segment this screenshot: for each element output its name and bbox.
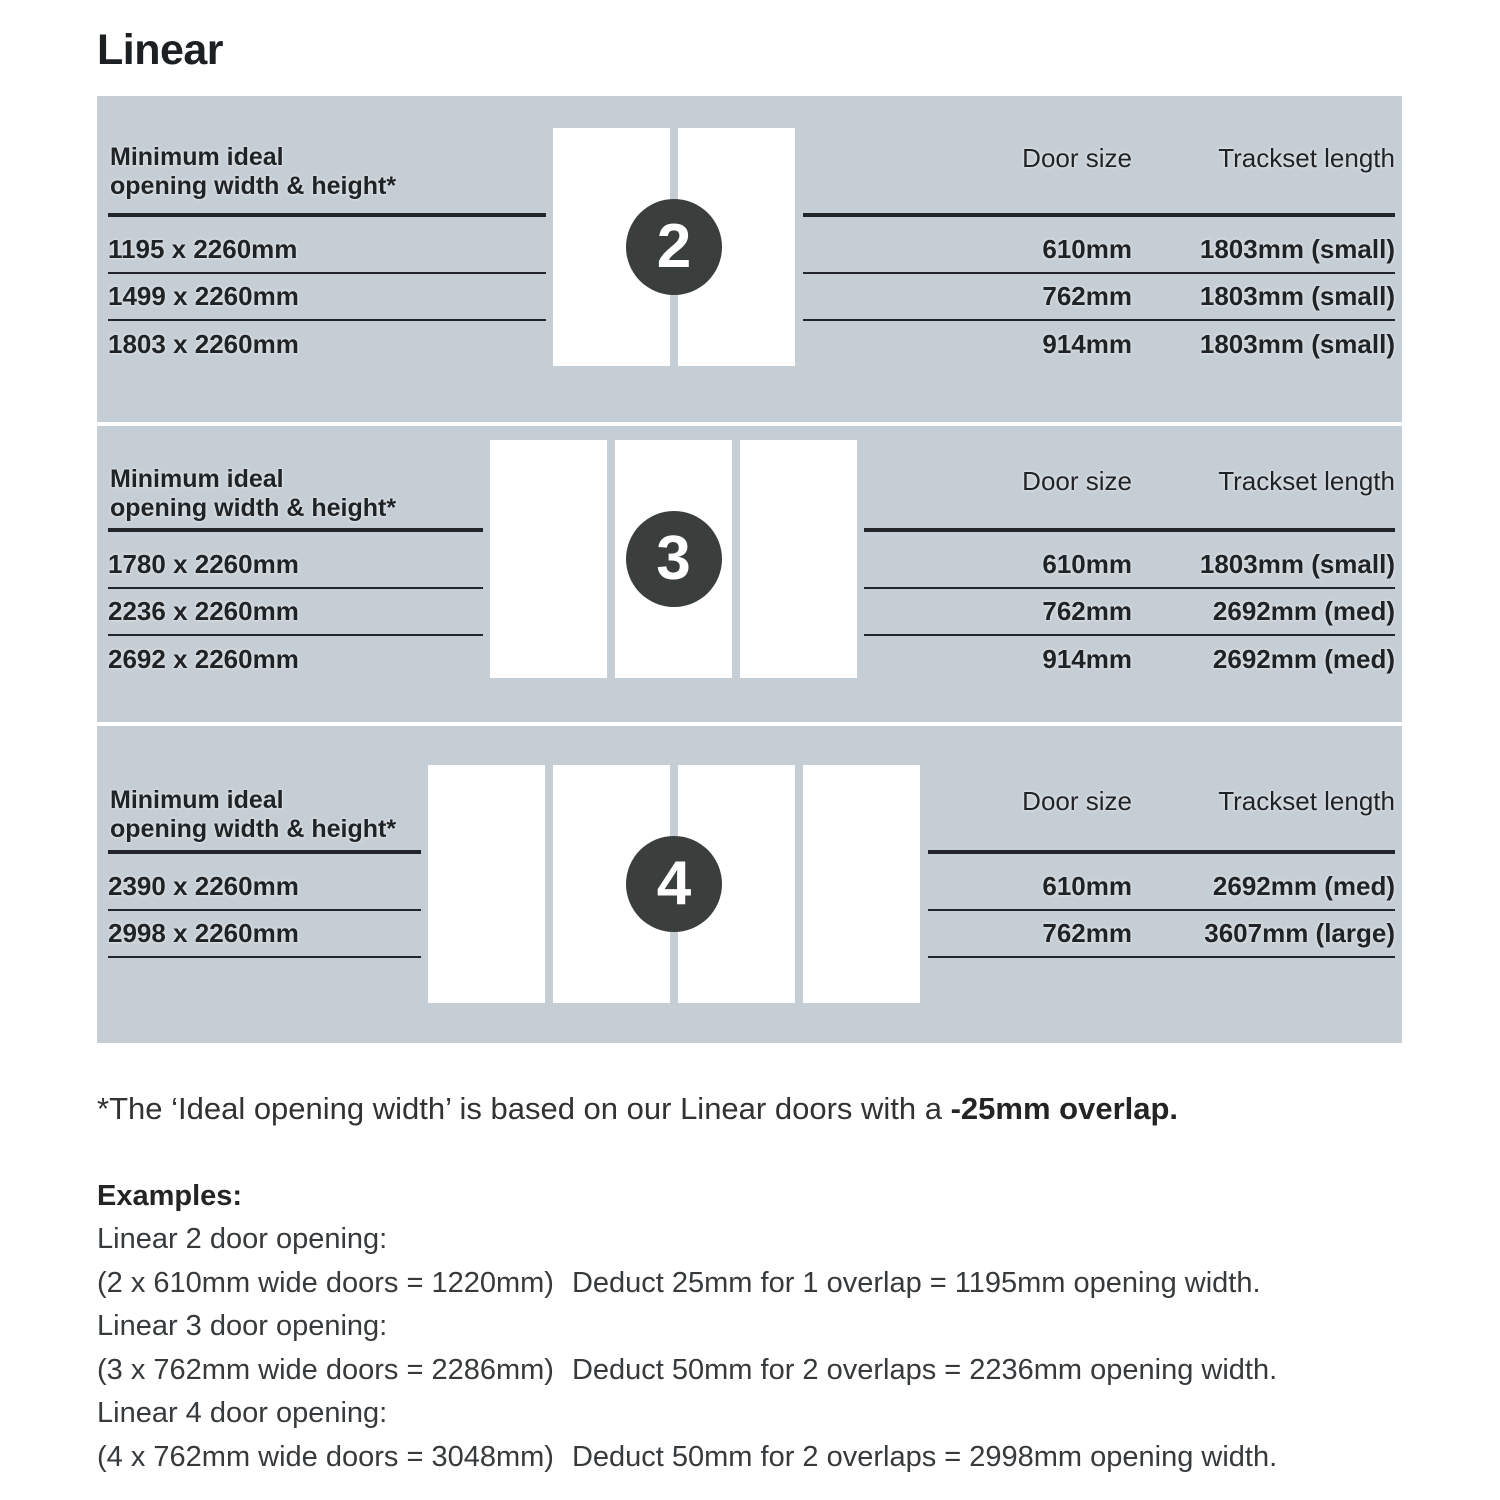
section-4-door (97, 722, 1402, 1043)
left-header-line1: Minimum ideal (110, 786, 284, 814)
right-table-rows (864, 542, 1395, 683)
door-rect (740, 440, 857, 678)
example-calc-text: (2 x 610mm wide doors = 1220mm) (97, 1266, 554, 1299)
left-table-header (110, 143, 396, 201)
example-deduct-text: Deduct 25mm for 1 overlap = 1195mm opening width. (571, 1266, 1261, 1299)
examples-list (97, 1218, 1277, 1479)
door-rect (803, 765, 920, 1003)
opening-size: 2692 x 2260mm (108, 644, 299, 674)
door-size-value: 762mm (1042, 918, 1132, 948)
door-count: 2 (656, 212, 692, 281)
example-calc (97, 1436, 1277, 1480)
door-size-value: 914mm (1042, 644, 1132, 674)
trackset-value: 1803mm (small) (1199, 281, 1395, 311)
opening-size: 2236 x 2260mm (108, 596, 299, 626)
left-spec-table (108, 542, 483, 683)
left-header-rule (108, 528, 483, 532)
table-row (108, 227, 546, 274)
section-3-door (97, 422, 1402, 722)
door-diagram-2 (553, 128, 795, 366)
opening-size: 1195 x 2260mm (108, 234, 298, 264)
page-title: Linear (97, 26, 224, 74)
left-header-line1: Minimum ideal (110, 143, 284, 171)
example-deduct-text: Deduct 50mm for 2 overlaps = 2998mm opening width. (571, 1440, 1278, 1473)
left-header-rule (108, 213, 546, 217)
example-calc (97, 1349, 1277, 1393)
door-size-value: 610mm (1042, 234, 1132, 264)
right-spec-table (803, 96, 1395, 422)
spec-panel (97, 96, 1402, 1043)
example-label (97, 1305, 1277, 1349)
left-header-line2: opening width & height* (110, 172, 397, 200)
col-header-trackset: Trackset length (1218, 786, 1395, 816)
left-header-line2: opening width & height* (110, 815, 397, 843)
opening-size: 1803 x 2260mm (108, 329, 299, 359)
right-header-rule (864, 528, 1395, 532)
opening-size: 2998 x 2260mm (108, 918, 299, 948)
left-header-rule (108, 850, 421, 854)
right-table-rows (928, 864, 1395, 958)
trackset-value: 2692mm (med) (1212, 644, 1395, 674)
table-row (864, 542, 1395, 589)
trackset-value: 2692mm (med) (1212, 871, 1395, 901)
door-diagram-3 (490, 440, 857, 678)
right-header-rule (803, 213, 1395, 217)
example-calc-text: (3 x 762mm wide doors = 2286mm) (97, 1353, 554, 1386)
example-calc-text: (4 x 762mm wide doors = 3048mm) (97, 1440, 554, 1473)
left-spec-table (108, 864, 421, 958)
opening-size: 1499 x 2260mm (108, 281, 299, 311)
left-header-line2: opening width & height* (110, 494, 397, 522)
table-row (108, 636, 483, 683)
door-size-value: 610mm (1042, 549, 1132, 579)
opening-size: 2390 x 2260mm (108, 871, 299, 901)
door-count: 3 (656, 524, 691, 593)
table-row (928, 911, 1395, 958)
table-row (108, 321, 546, 368)
table-row (803, 274, 1395, 321)
table-row (928, 864, 1395, 911)
door-rect (428, 765, 545, 1003)
example-label (97, 1392, 1277, 1436)
left-spec-table (108, 227, 546, 368)
trackset-value: 3607mm (large) (1204, 918, 1395, 948)
trackset-value: 1803mm (small) (1199, 549, 1395, 579)
trackset-value: 2692mm (med) (1212, 596, 1395, 626)
door-rect (490, 440, 607, 678)
example-label (97, 1218, 1277, 1262)
door-count-badge (626, 511, 722, 607)
col-header-trackset: Trackset length (1218, 143, 1395, 173)
examples-heading: Examples: (97, 1180, 243, 1212)
col-header-door-size: Door size (1022, 786, 1132, 816)
left-header-line1: Minimum ideal (110, 465, 284, 493)
table-row (864, 589, 1395, 636)
col-header-door-size: Door size (1022, 466, 1132, 496)
right-header-rule (928, 850, 1395, 854)
example-label-text: Linear 2 door opening: (97, 1223, 388, 1255)
right-table-rows (803, 227, 1395, 368)
table-row (803, 227, 1395, 274)
example-calc (97, 1262, 1277, 1306)
example-label-text: Linear 4 door opening: (97, 1397, 388, 1429)
door-count: 4 (656, 849, 692, 918)
door-size-value: 762mm (1042, 281, 1132, 311)
door-diagram-4 (428, 765, 920, 1003)
right-table-header (928, 786, 1395, 817)
door-size-value: 914mm (1042, 329, 1132, 359)
right-spec-table (928, 726, 1395, 1043)
table-row (864, 636, 1395, 683)
table-row (108, 274, 546, 321)
left-table-header (110, 786, 396, 844)
footnote-bold-text: -25mm overlap. (950, 1091, 1179, 1126)
door-size-value: 610mm (1042, 871, 1132, 901)
col-header-trackset: Trackset length (1218, 466, 1395, 496)
table-row (108, 542, 483, 589)
door-count-badge (626, 199, 722, 295)
opening-size: 1780 x 2260mm (108, 549, 299, 579)
left-table-header (110, 465, 396, 523)
table-row (803, 321, 1395, 368)
example-label-text: Linear 3 door opening: (97, 1310, 388, 1342)
example-deduct-text: Deduct 50mm for 2 overlaps = 2236mm opening width. (571, 1353, 1278, 1386)
table-row (108, 864, 421, 911)
table-row (108, 911, 421, 958)
trackset-value: 1803mm (small) (1199, 234, 1395, 264)
section-2-door (97, 96, 1402, 422)
door-count-badge (626, 836, 722, 932)
trackset-value: 1803mm (small) (1199, 329, 1395, 359)
right-spec-table (864, 426, 1395, 722)
right-table-header (864, 466, 1395, 497)
right-table-header (803, 143, 1395, 174)
table-row (108, 589, 483, 636)
footnote (97, 1090, 1178, 1127)
door-size-value: 762mm (1042, 596, 1132, 626)
footnote-text: *The ‘Ideal opening width’ is based on our Linear doors with a (97, 1091, 951, 1126)
col-header-door-size: Door size (1022, 143, 1132, 173)
